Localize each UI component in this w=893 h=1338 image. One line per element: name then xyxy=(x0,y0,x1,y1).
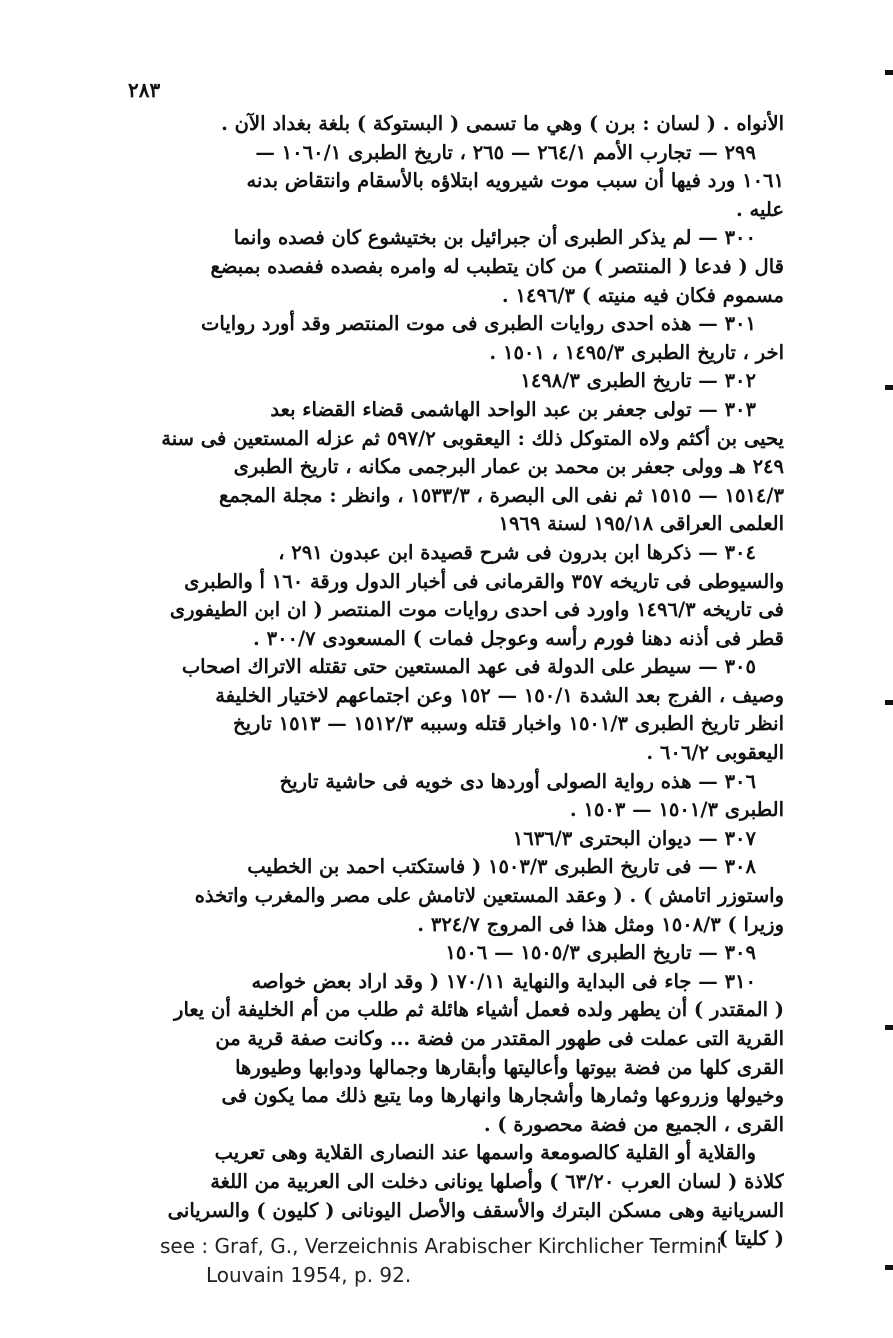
text-line: ١٠٦١ ورد فيها أن سبب موت شيرويه ابتلاؤه بالأسقام وانتقاض بدنه xyxy=(246,169,784,193)
text-line: كلاذة ( لسان العرب ٦٣/٢٠ ) وأصلها يونانى دخلت الى العربية من اللغة xyxy=(210,1169,784,1193)
text-line: ٣١٠ — جاء فى البداية والنهاية ١٧٠/١١ ( وقد اراد بعض خواصه xyxy=(251,969,756,993)
text-line: وزيرا ) ١٥٠٨/٣ ومثل هذا فى المروج ٣٢٤/٧ . xyxy=(417,912,784,936)
text-line: مسموم فكان فيه منيته ) ١٤٩٦/٣ . xyxy=(501,283,784,307)
text-line: وخيولها وزروعها وثمارها وأشجارها وانهارها وما يتبع ذلك مما يكون فى xyxy=(221,1084,784,1108)
text-line: ٣٠١ — هذه احدى روايات الطبرى فى موت المنتصر وقد أورد روايات xyxy=(201,312,756,336)
text-line: ٣٠٣ — تولى جعفر بن عبد الواحد الهاشمى قضاء القضاء بعد xyxy=(270,397,756,421)
text-line: ٣٠٤ — ذكرها ابن بدرون فى شرح قصيدة ابن عبدون ٢٩١ ، xyxy=(278,540,756,564)
text-line: انظر تاريخ الطبرى ١٥٠١/٣ واخبار قتله وسببه ١٥١٢/٣ — ١٥١٣ تاريخ xyxy=(233,712,784,736)
text-line: ٣٠٦ — هذه رواية الصولى أوردها دى خويه فى حاشية تاريخ xyxy=(279,769,756,793)
text-line: اخر ، تاريخ الطبرى ١٤٩٥/٣ ، ١٥٠١ . xyxy=(489,340,784,364)
text-line: قطر فى أذنه دهنا فورم رأسه وعوجل فمات ) المسعودى ٣٠٠/٧ . xyxy=(253,626,784,650)
text-line: عليه . xyxy=(735,197,784,221)
footnotes-text xyxy=(122,110,784,1254)
text-line: اليعقوبى ٦٠٦/٢ . xyxy=(646,741,784,765)
scan-edge-mark xyxy=(885,1265,893,1270)
text-line: فى تاريخه ١٤٩٦/٣ واورد فى احدى روايات موت المنتصر ( ان ابن الطيفورى xyxy=(169,598,784,622)
text-line: القرى ، الجميع من فضة محصورة ) . xyxy=(483,1112,784,1136)
text-line: ٣٠٧ — ديوان البحترى ١٦٣٦/٣ xyxy=(512,826,756,850)
text-line: القرى كلها من فضة بيوتها وأعاليتها وأبقارها وجمالها ودوابها وطيورها xyxy=(235,1055,784,1079)
page-number: ٢٨٣ xyxy=(128,78,161,102)
text-line: ٣٠٢ — تاريخ الطبرى ١٤٩٨/٣ xyxy=(520,369,756,393)
text-line: يحيى بن أكثم ولاه المتوكل ذلك : اليعقوبى ٥٩٧/٢ ثم عزله المستعين فى سنة xyxy=(161,426,784,450)
text-line: السريانية وهى مسكن البترك والأسقف والأصل اليونانى ( كليون ) والسريانى xyxy=(167,1198,784,1222)
text-line: واستوزر اتامش ) . ( وعقد المستعين لاتامش على مصر والمغرب واتخذه xyxy=(194,884,784,908)
text-line: ٣٠٥ — سيطر على الدولة فى عهد المستعين حتى تقتله الاتراك اصحاب xyxy=(181,655,756,679)
text-line: ٣٠٩ — تاريخ الطبرى ١٥٠٥/٣ — ١٥٠٦ xyxy=(445,941,756,965)
text-line: والقلاية أو القلية كالصومعة واسمها عند النصارى القلاية وهى تعريب xyxy=(214,1141,756,1165)
text-line: القرية التى عملت فى طهور المقتدر من فضة ... وكانت صفة قرية من xyxy=(215,1027,784,1050)
scan-edge-mark xyxy=(885,1025,893,1030)
text-line: العلمى العراقى ١٩٥/١٨ لسنة ١٩٦٩ xyxy=(498,512,784,536)
text-line: وصيف ، الفرج بعد الشدة ١٥٠/١ — ١٥٢ وعن اجتماعهم لاختيار الخليفة xyxy=(215,683,784,707)
text-line: الطبرى ١٥٠١/٣ — ١٥٠٣ . xyxy=(569,798,784,822)
scan-edge-mark xyxy=(885,70,893,75)
text-line: ( المقتدر ) أن يطهر ولده فعمل أشياء هائلة ثم طلب من أم الخليفة أن يعار xyxy=(174,998,784,1022)
reference-line-1: see : Graf, G., Verzeichnis Arabischer Kirchlicher Termini xyxy=(160,1234,722,1258)
scan-edge-mark xyxy=(885,700,893,705)
text-line: الأنواه . ( لسان : برن ) وهي ما تسمى ( البستوكة ) بلغة بغداد الآن . xyxy=(221,112,784,135)
text-line: والسيوطى فى تاريخه ٣٥٧ والقرمانى فى أخبار الدول ورقة ١٦٠ أ والطبرى xyxy=(184,569,784,593)
reference-line-2: Louvain 1954, p. 92. xyxy=(206,1263,412,1287)
scan-edge-mark xyxy=(885,385,893,390)
text-line: ٣٠٨ — فى تاريخ الطبرى ١٥٠٣/٣ ( فاستكتب احمد بن الخطيب xyxy=(247,855,756,879)
bibliographic-reference xyxy=(160,1232,800,1290)
text-line: ٣٠٠ — لم يذكر الطبرى أن جبرائيل بن بختيشوع كان فصده وانما xyxy=(233,226,756,250)
text-line: قال ( فدعا ( المنتصر ) من كان يتطبب له وامره بفصده ففصده بمبضع xyxy=(210,254,784,278)
text-line: ١٥١٤/٣ — ١٥١٥ ثم نفى الى البصرة ، ١٥٣٣/٣ ، وانظر : مجلة المجمع xyxy=(219,483,784,507)
text-line: ٢٤٩ هـ وولى جعفر بن محمد بن عمار البرجمى مكانه ، تاريخ الطبرى xyxy=(233,455,784,479)
text-line: ( كليتا ) . xyxy=(704,1227,784,1251)
text-line: ٢٩٩ — تجارب الأمم ٢٦٤/١ — ٢٦٥ ، تاريخ الطبرى ١٠٦٠/١ — xyxy=(255,140,756,164)
